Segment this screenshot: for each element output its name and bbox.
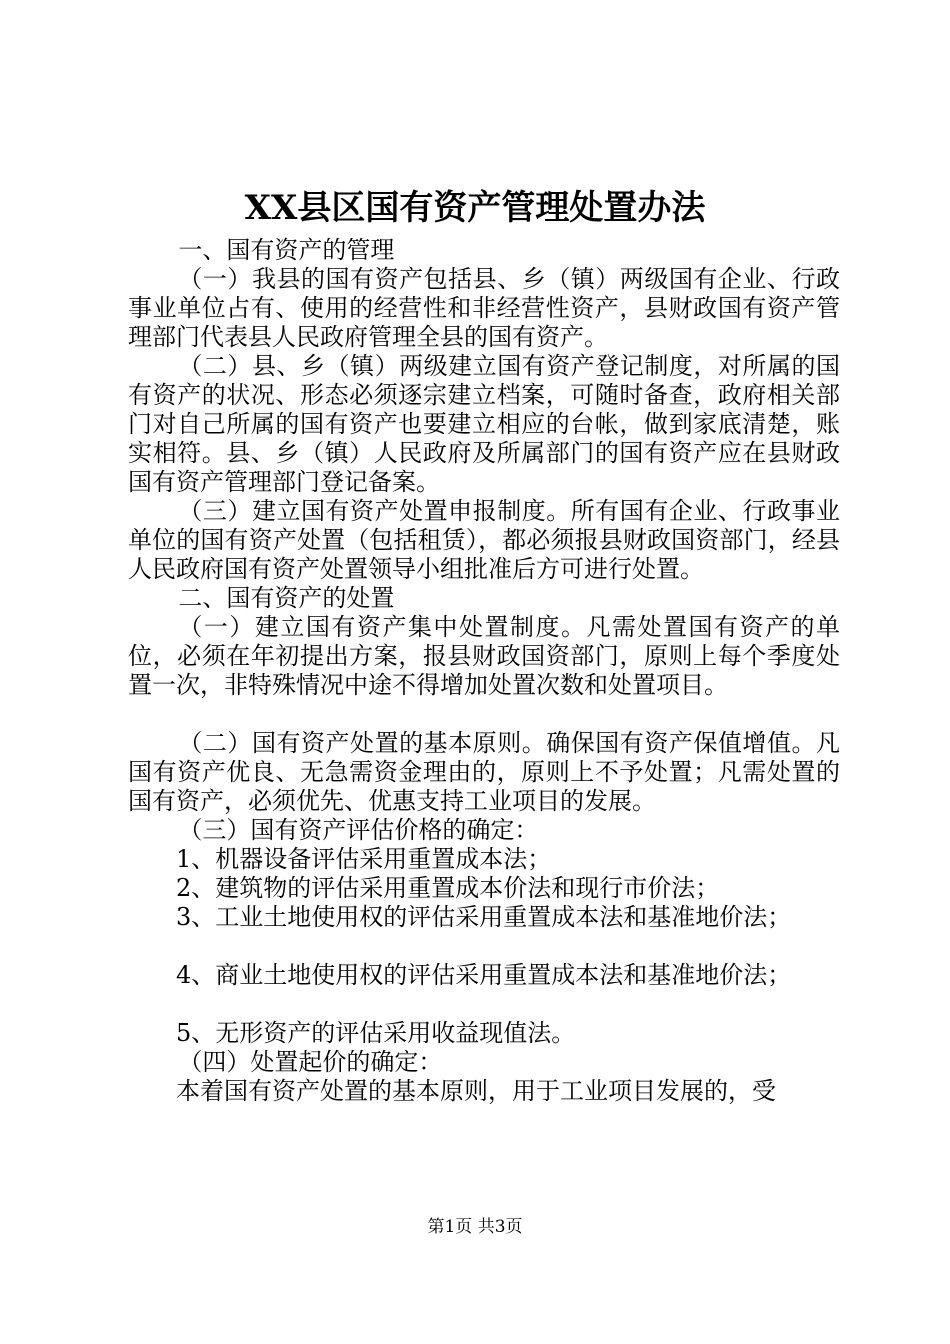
blank-line [128,990,840,1019]
subheading-valuation: （三）国有资产评估价格的确定： [178,816,539,844]
document-body [128,236,840,1106]
list-item-1: 1、机器设备评估采用重置成本法； [176,845,552,873]
paragraph-starting-price: 本着国有资产处置的基本原则，用于工业项目发展的，受 [176,1077,776,1105]
list-item-2: 2、建筑物的评估采用重置成本价法和现行市价法； [176,874,720,902]
section-heading-1: 一、国有资产的管理 [178,236,395,264]
paragraph-1-3: （三）建立国有资产处置申报制度。所有国有企业、行政事业单位的国有资产处置（包括租赁），都必须报县财政国资部门，经县人民政府国有资产处置领导小组批准后方可进行处置。 [128,497,840,583]
list-item-5: 5、无形资产的评估采用收益现值法。 [176,1019,576,1047]
blank-line [128,700,840,729]
list-item-4: 4、商业土地使用权的评估采用重置成本法和基准地价法； [176,961,792,989]
document-title: XX县区国有资产管理处置办法 [244,188,706,228]
paragraph-1-2: （二）县、乡（镇）两级建立国有资产登记制度，对所属的国有资产的状况、形态必须逐宗建立档案，可随时备查，政府相关部门对自己所属的国有资产也要建立相应的台帐，做到家底清楚，账实相符。县、乡（镇）人民政府及所属部门的国有资产应在县财政国有资产管理部门登记备案。 [128,352,840,496]
paragraph-1-1: （一）我县的国有资产包括县、乡（镇）两级国有企业、行政事业单位占有、使用的经营性和非经营性资产，县财政国有资产管理部门代表县人民政府管理全县的国有资产。 [128,265,840,351]
section-heading-2: 二、国有资产的处置 [178,584,395,612]
paragraph-2-2: （二）国有资产处置的基本原则。确保国有资产保值增值。凡国有资产优良、无急需资金理由的，原则上不予处置；凡需处置的国有资产，必须优先、优惠支持工业项目的发展。 [128,729,840,815]
page-footer: 第1页 共3页 [427,1217,523,1237]
blank-line [128,932,840,961]
subheading-starting-price: （四）处置起价的确定： [178,1048,443,1076]
paragraph-2-1: （一）建立国有资产集中处置制度。凡需处置国有资产的单位，必须在年初提出方案，报县财政国资部门，原则上每个季度处置一次，非特殊情况中途不得增加处置次数和处置项目。 [128,613,840,699]
list-item-3: 3、工业土地使用权的评估采用重置成本法和基准地价法； [176,903,792,931]
